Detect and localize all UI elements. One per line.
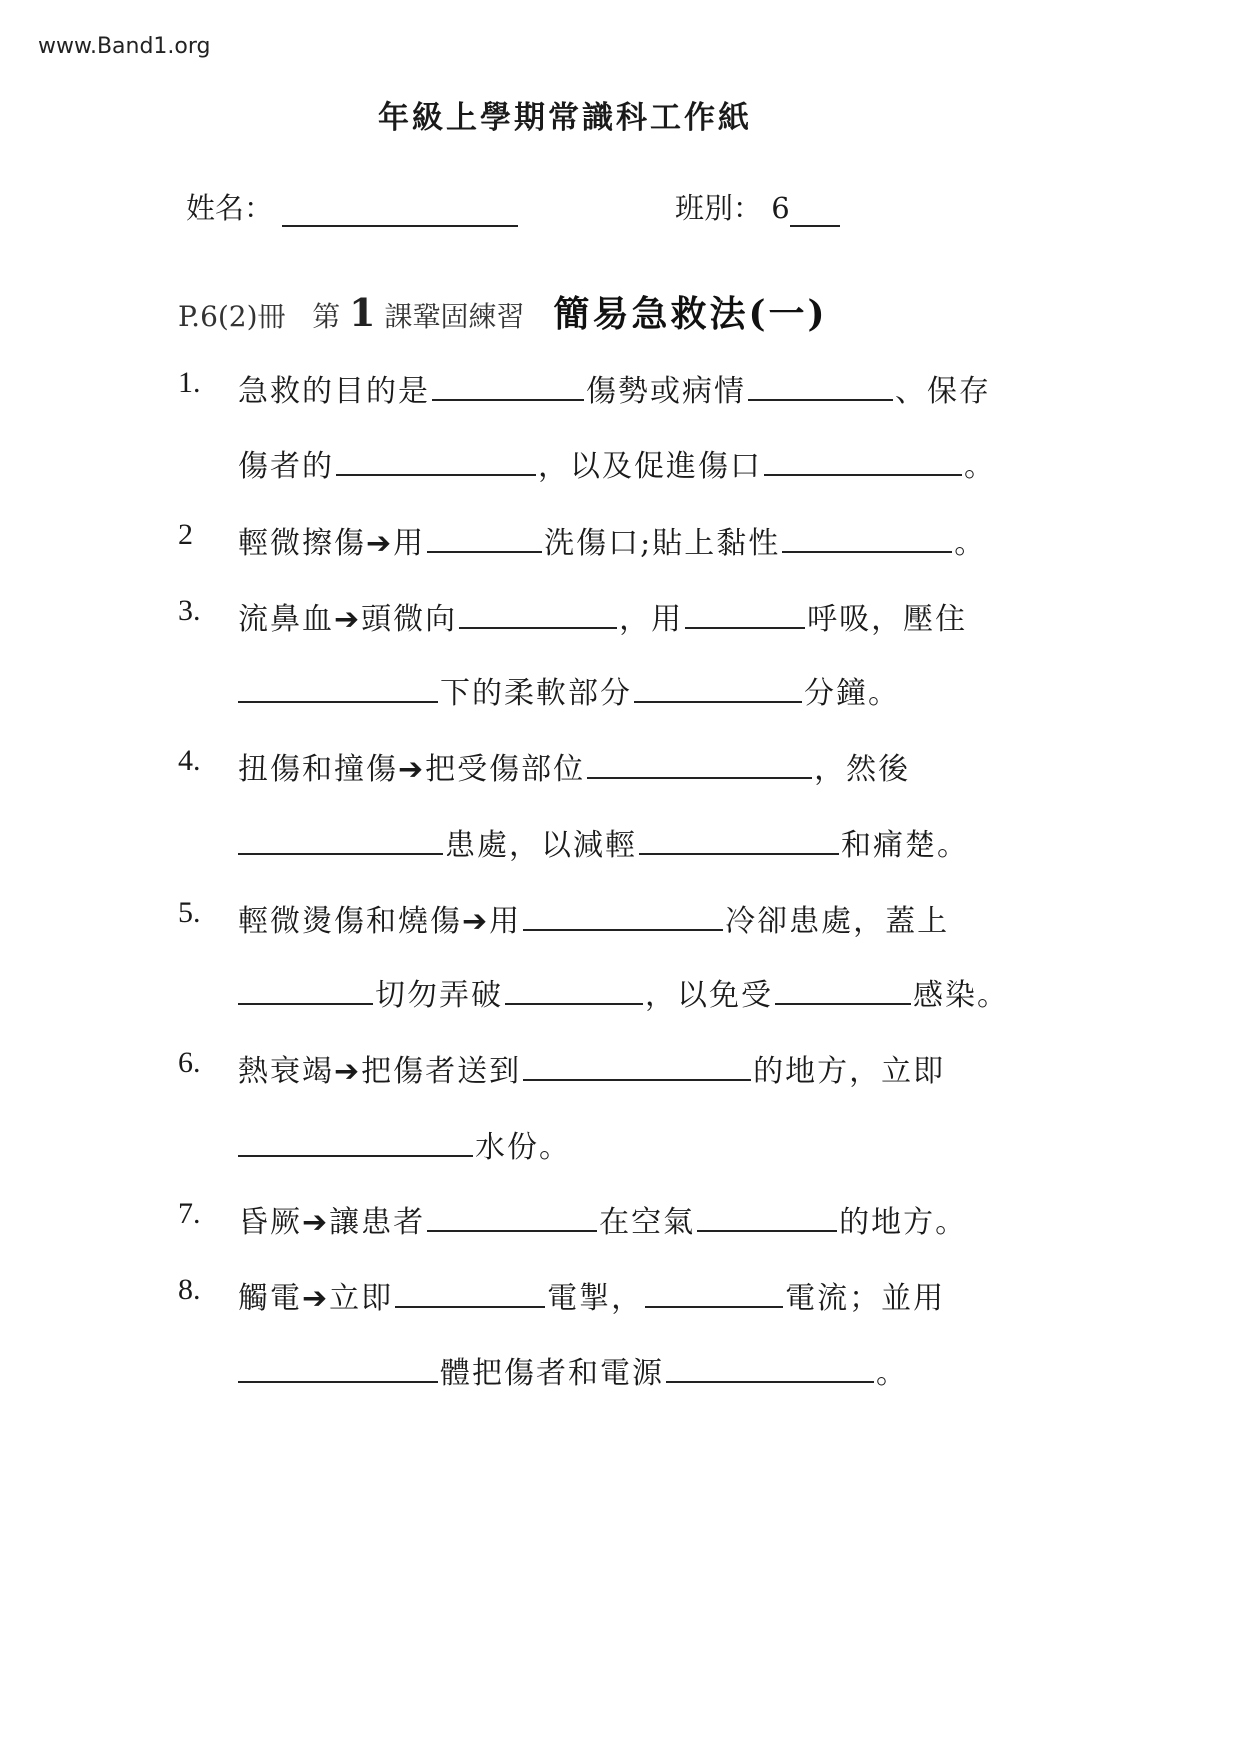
question-number-5: 5.	[178, 896, 201, 929]
text: 扭傷和撞傷	[238, 752, 398, 787]
text: 把受傷部位	[425, 752, 586, 787]
answer-blank[interactable]	[782, 521, 952, 553]
question-1-line-1	[238, 366, 991, 410]
answer-blank[interactable]	[427, 1200, 597, 1232]
answer-blank[interactable]	[748, 369, 893, 401]
text: ，以免受	[645, 978, 773, 1013]
watermark-url: www.Band1.org	[38, 34, 211, 59]
answer-blank[interactable]	[666, 1351, 874, 1383]
text: 。	[964, 449, 996, 484]
text: 立即	[329, 1281, 394, 1316]
text: 用	[489, 904, 522, 939]
answer-blank[interactable]	[238, 1351, 438, 1383]
text: 流鼻血	[238, 602, 334, 637]
text: 冷卻患處，蓋上	[725, 904, 950, 939]
lesson-heading	[178, 286, 828, 337]
class-field	[675, 186, 840, 227]
text: 電掣，	[547, 1281, 644, 1316]
class-label: 班別：	[675, 191, 763, 225]
text: ，用	[619, 602, 684, 637]
answer-blank[interactable]	[587, 747, 812, 779]
question-6-line-1	[238, 1046, 945, 1090]
question-8-line-2	[238, 1348, 908, 1392]
lesson-suffix: 課鞏固練習	[384, 300, 525, 333]
arrow-icon: ➔	[398, 752, 426, 787]
lesson-prefix: 第	[312, 300, 341, 333]
text: 的地方。	[839, 1205, 968, 1240]
lesson-book: P.6(2)冊	[178, 300, 286, 333]
answer-blank[interactable]	[645, 1276, 783, 1308]
text: 患處，以減輕	[445, 828, 637, 863]
text: ，然後	[814, 752, 911, 787]
answer-blank[interactable]	[238, 973, 373, 1005]
lesson-topic: 簡易急救法(一)	[553, 293, 828, 335]
text: ，以及促進傷口	[538, 449, 762, 484]
text: 分鐘。	[804, 676, 900, 711]
question-5-line-1	[238, 896, 949, 940]
arrow-icon: ➔	[334, 602, 362, 637]
question-number-4: 4.	[178, 744, 201, 777]
answer-blank[interactable]	[505, 973, 643, 1005]
question-4-line-1	[238, 744, 910, 788]
name-field	[186, 186, 518, 227]
answer-blank[interactable]	[634, 671, 802, 703]
text: 。	[954, 526, 987, 561]
text: 下的柔軟部分	[440, 676, 632, 711]
answer-blank[interactable]	[775, 973, 911, 1005]
question-4-line-2	[238, 820, 969, 864]
text: 用	[393, 526, 426, 561]
lesson-number: 1	[349, 290, 376, 335]
arrow-icon: ➔	[366, 526, 394, 561]
text: 急救的目的是	[238, 374, 430, 409]
question-number-1: 1.	[178, 366, 201, 399]
answer-blank[interactable]	[432, 369, 584, 401]
question-6-line-2	[238, 1122, 571, 1166]
text: 洗傷口;貼上黏性	[544, 526, 781, 561]
question-8-line-1	[238, 1273, 945, 1317]
text: 的地方，立即	[753, 1054, 946, 1089]
question-5-line-2	[238, 970, 1009, 1014]
worksheet-title: 年級上學期常識科工作紙	[378, 100, 752, 136]
question-7-line-1	[238, 1197, 967, 1241]
question-number-3: 3.	[178, 594, 201, 627]
arrow-icon: ➔	[462, 904, 490, 939]
arrow-icon: ➔	[302, 1281, 330, 1316]
question-number-8: 8.	[178, 1273, 201, 1306]
answer-blank[interactable]	[523, 1049, 751, 1081]
answer-blank[interactable]	[764, 444, 962, 476]
text: 讓患者	[329, 1205, 426, 1240]
text: 電流；並用	[785, 1281, 946, 1316]
question-3-line-1	[238, 594, 967, 638]
text: 把傷者送到	[361, 1054, 522, 1089]
question-1-line-2	[238, 441, 996, 485]
text: 傷勢或病情	[586, 374, 746, 409]
text: 輕微燙傷和燒傷	[238, 904, 462, 939]
text: 頭微向	[361, 602, 458, 637]
answer-blank[interactable]	[238, 671, 438, 703]
text: 、保存	[895, 374, 991, 409]
question-2-line-1	[238, 518, 986, 562]
answer-blank[interactable]	[697, 1200, 837, 1232]
answer-blank[interactable]	[395, 1276, 545, 1308]
text: 水份。	[475, 1130, 571, 1165]
text: 觸電	[238, 1281, 302, 1316]
text: 傷者的	[238, 449, 334, 484]
answer-blank[interactable]	[238, 823, 443, 855]
question-number-6: 6.	[178, 1046, 201, 1079]
question-3-line-2	[238, 668, 900, 712]
text: 感染。	[913, 978, 1009, 1013]
name-blank[interactable]	[282, 195, 518, 227]
text: 切勿弄破	[375, 978, 503, 1013]
question-number-7: 7.	[178, 1197, 201, 1230]
answer-blank[interactable]	[459, 597, 617, 629]
class-value: 6	[771, 191, 790, 225]
text: 昏厥	[238, 1205, 302, 1240]
answer-blank[interactable]	[685, 597, 805, 629]
text: 。	[876, 1356, 908, 1391]
question-number-2: 2	[178, 518, 193, 551]
class-blank[interactable]	[790, 195, 840, 227]
name-label: 姓名：	[186, 191, 274, 225]
answer-blank[interactable]	[523, 899, 723, 931]
text: 輕微擦傷	[238, 526, 366, 561]
text: 體把傷者和電源	[440, 1356, 664, 1391]
text: 和痛楚。	[841, 828, 969, 863]
text: 熱衰竭	[238, 1054, 334, 1089]
answer-blank[interactable]	[336, 444, 536, 476]
answer-blank[interactable]	[427, 521, 542, 553]
text: 在空氣	[599, 1205, 696, 1240]
text: 呼吸，壓住	[807, 602, 968, 637]
arrow-icon: ➔	[302, 1205, 330, 1240]
answer-blank[interactable]	[639, 823, 839, 855]
answer-blank[interactable]	[238, 1125, 473, 1157]
arrow-icon: ➔	[334, 1054, 362, 1089]
